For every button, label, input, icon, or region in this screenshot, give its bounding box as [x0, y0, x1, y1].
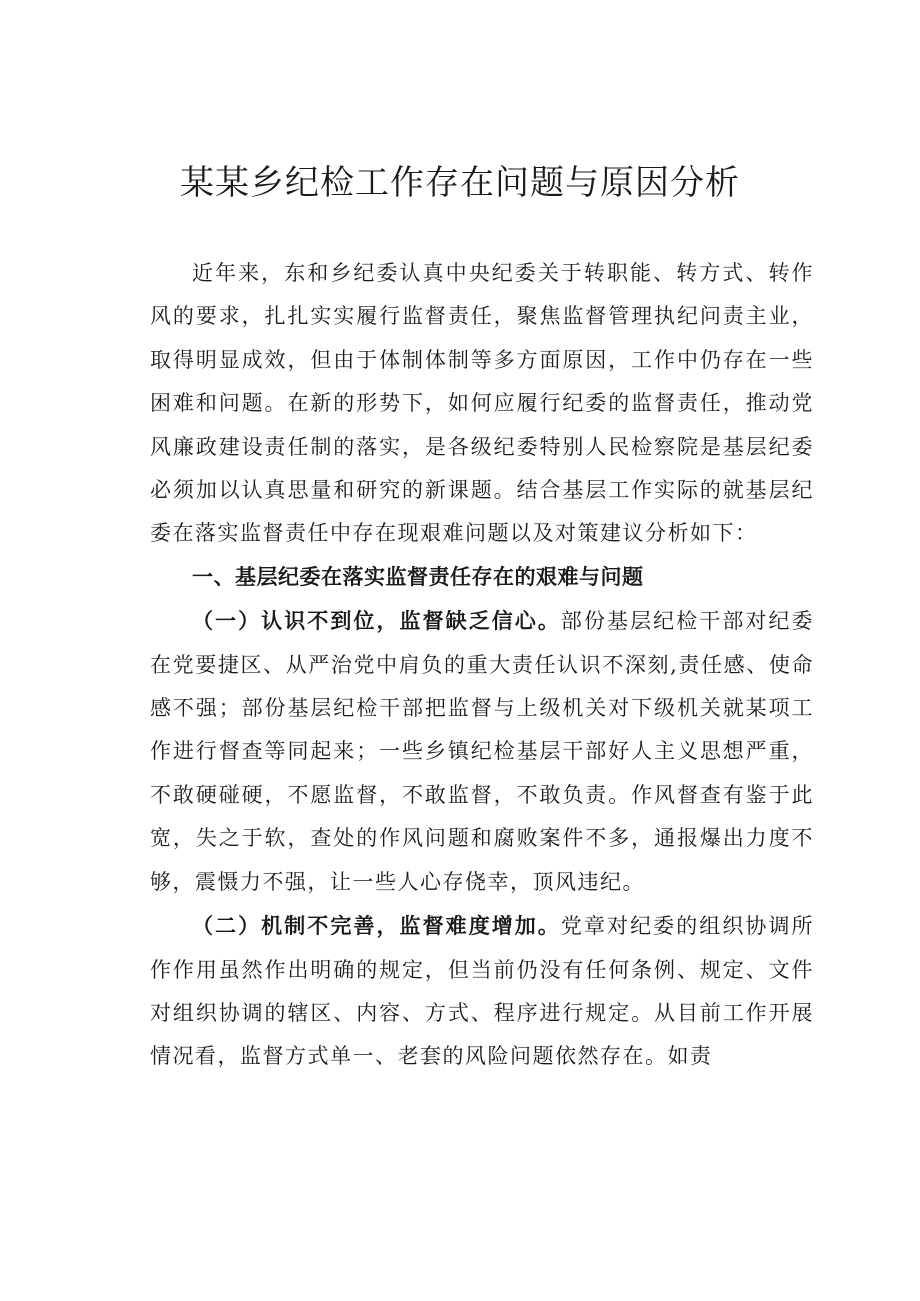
section-heading-1: 一、基层纪委在落实监督责任存在的艰难与问题	[192, 564, 644, 589]
subsection-heading: （一）认识不到位，监督缺乏信心。	[192, 608, 561, 634]
subsection-text: 党章对纪委的组织协调所作作用虽然作出明确的规定，但当前仍没有任何条例、规定、文件对组织协调的辖区、内容、方式、程序进行规定。从目前工作开展情况看，监督方式单一、老套的风险问题依然存在。如责	[150, 914, 814, 1069]
document-body	[150, 252, 814, 1079]
section-paragraph-1-2	[150, 904, 814, 1079]
section-paragraph-1-1	[150, 599, 814, 904]
subsection-text: 部份基层纪检干部对纪委在党要捷区、从严治党中肩负的重大责任认识不深刻,责任感、使命感不强；部份基层纪检干部把监督与上级机关对下级机关就某项工作进行督查等同起来；一些乡镇纪检基层干部好人主义思想严重，不敢硬碰硬，不愿监督，不敢监督，不敢负责。作风督查有鉴于此宽，失之于软，查处的作风问题和腐败案件不多，通报爆出力度不够，震慑力不强，让一些人心存侥幸，顶风违纪。	[150, 609, 814, 894]
document-title: 某某乡纪检工作存在问题与原因分析	[180, 163, 740, 203]
subsection-heading: （二）机制不完善，监督难度增加。	[192, 913, 561, 939]
intro-paragraph: 近年来，东和乡纪委认真中央纪委关于转职能、转方式、转作风的要求，扎扎实实履行监督责任，聚焦监督管理执纪问责主业，取得明显成效，但由于体制体制等多方面原因，工作中仍存在一些困难和问题。在新的形势下，如何应履行纪委的监督责任，推动党风廉政建设责任制的落实，是各级纪委特别人民检察院是基层纪委必须加以认真思量和研究的新课题。结合基层工作实际的就基层纪委在落实监督责任中存在现艰难问题以及对策建议分析如下：	[150, 261, 814, 546]
